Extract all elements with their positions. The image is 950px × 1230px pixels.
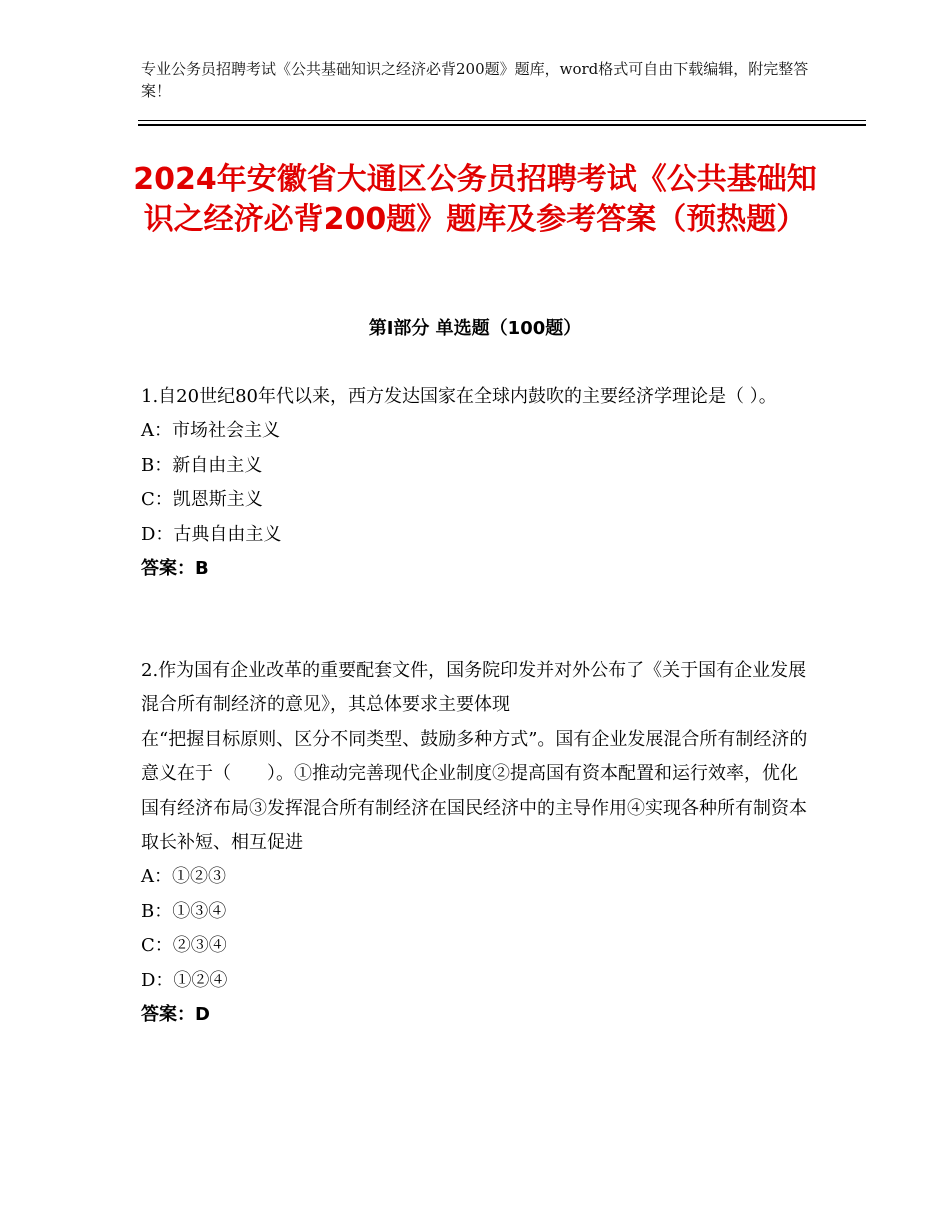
answer: 答案：B: [141, 558, 209, 580]
question-2: [141, 654, 811, 1032]
option-c: C：②③④: [141, 935, 227, 957]
option-a: A：①②③: [141, 866, 226, 888]
option-d: D：古典自由主义: [141, 523, 282, 545]
question-stem: 2.作为国有企业改革的重要配套文件，国务院印发并对外公布了《关于国有企业发展混合所有制经济的意见》，其总体要求主要体现 在“把握目标原则、区分不同类型、鼓励多种方式”。国有企业发展混合所有制经济的意义在于（ ）。①推动完善现代企业制度②提高国有资本配置和运行效率，优化国有经济布局③发挥混合所有制经济在国民经济中的主导作用④实现各种所有制资本取长补短、相互促进: [141, 660, 808, 854]
header-note: 专业公务员招聘考试《公共基础知识之经济必背200题》题库，word格式可自由下载编辑，附完整答案！: [141, 60, 809, 100]
header-rule-thick: [138, 124, 866, 126]
section-heading: 第Ⅰ部分 单选题（100题）: [368, 318, 582, 339]
header-rule-thin: [138, 120, 866, 121]
option-b: B：①③④: [141, 900, 227, 922]
question-stem: 1.自20世纪80年代以来，西方发达国家在全球内鼓吹的主要经济学理论是（ ）。: [141, 386, 777, 407]
option-a: A：市场社会主义: [141, 420, 280, 442]
document-title: 2024年安徽省大通区公务员招聘考试《公共基础知识之经济必背200题》题库及参考答案（预热题）: [133, 162, 817, 237]
option-d: D：①②④: [141, 969, 228, 991]
option-b: B：新自由主义: [141, 454, 263, 476]
answer: 答案：D: [141, 1004, 210, 1026]
option-c: C：凯恩斯主义: [141, 489, 263, 511]
question-1: [141, 380, 811, 586]
